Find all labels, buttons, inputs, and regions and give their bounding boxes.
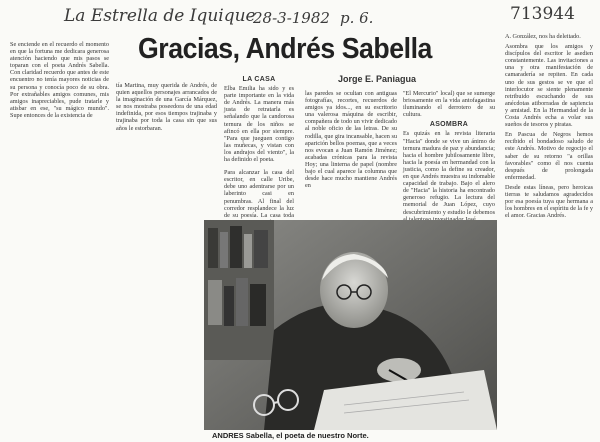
handwritten-source: La Estrella de Iquique: [64, 6, 256, 26]
article-column-4: [305, 90, 397, 192]
paragraph: A. González, nos ha deleitado.: [505, 33, 581, 40]
paragraph: Asombra que los amigos y discípulos del escritor le asedien constantemente. Las invitaciones a una y otra manifestación de camaradería se repiten. En cada uno de sus gestos se ve que el interlocutor se siente plenamente retribuido escuchando de sus anécdotas atiborradas de sapiencia y amistad. En la Hermandad de la Costa Andrés echa a volar sus sueños de tesoros y piratas.: [505, 43, 593, 129]
paragraph: En Pascua de Negros hemos recibido el bondadoso saludo de este Andrés. Motivo de regocijo el saber de su retorno "a orillas favorables" como él nos cuenta después de prolongada enfermedad.: [505, 131, 593, 181]
paragraph: Desde estas líneas, pero heroicas tierras te saludamos agradecidos por esa poesía tuya que hermana a los hombres en el espíritu de la fe y el amor. Gracias Andrés.: [505, 183, 593, 220]
section-heading-asombra: ASOMBRA: [429, 121, 469, 129]
photo-image: [204, 220, 497, 430]
article-author: Jorge E. Paniagua: [338, 74, 417, 84]
handwritten-date: 28-3-1982: [253, 9, 330, 27]
photo-caption: ANDRES Sabella, el poeta de nuestro Norte.: [212, 431, 369, 440]
paragraph: Para alcanzar la casa del escritor, en calle Uribe, debe uno adentrarse por un laberinto casi en penumbras. Al final del corredor resplandece la luz de su poesía. La casa toda: [224, 169, 294, 219]
article-column-2: [116, 82, 217, 135]
handwritten-page: p. 6.: [340, 9, 374, 27]
article-column-6: [505, 33, 593, 222]
paragraph: Elba Emilia ha sido y es parte importante en la vida de Andrés. La manera más justa de retratarla es señalando que la candorosa ternura de los niños se afincó en ella por siempre. "Para que jueguen contigo las muñecas, y vistan con los andrajos del viento", la ha definido el poeta.: [224, 85, 294, 164]
paragraph: tía Martina, muy querida de Andrés, de quien aquellos personajes arrancados de la imaginación de una García Márquez, se nos mostraba poseedora de una edad indefinida, por esos tiempos trajinaba y trajinaba por toda la casa sin que sus años le estorbaran.: [116, 82, 217, 132]
paragraph: Se enciende en el recuerdo el momento en que la fortuna me dedicara generosa atención haciendo que mis pasos se toparan con el poeta Andrés Sabella. Con claridad recuerdo que antes de este encuentro no tenía mayores noticias de su persona y conocía poco de su obra. Por extrañables amigos comunes, mis amigos inapreciables, pude tratarle y atisbar en ese, "su mágico mundo". Supe entonces de la existencia de: [10, 41, 109, 119]
article-column-1: [10, 41, 109, 122]
handwritten-catalog-number: 713944: [510, 4, 575, 24]
article-title: Gracias, Andrés Sabella: [138, 33, 432, 65]
section-heading-la-casa: LA CASA: [242, 76, 276, 83]
article-column-5: [403, 90, 495, 226]
portrait-photo: [204, 220, 497, 430]
paragraph: Es quizás en la revista literaria "Hacia" donde se vive un ánimo de ternura madura de paz y abundancia; hacia el hombre jubilosamente libre, hacia la poesía en hermandad con la justicia, como la define su creador, en que Andrés muestra su indomable capacidad de trabajo. Bajo el alero de "Hacia" la historia ha encontrado generoso refugio. La lectura del memorial de Juan López, cuyo descubrimiento y estudio le debemos: [403, 130, 495, 216]
paragraph: "El Mercurio" local) que se sumerge briosamente en la vida antofagastina iluminando el derrotero de su cultura.: [403, 90, 495, 119]
article-column-3: [224, 74, 294, 236]
paragraph: las paredes se ocultan con antiguas fotografías, recortes, recuerdos de amigos ya idos..., en su escritorio una valerosa máquina de escribir, compañera de todo un vivir dedicado al noble oficio de las letras. De su rodilla, que gira incansable, hacen su aparición bellos poemas, que a veces nos evocan a Juan Ramón Jiménez; acabadas crónicas para la revista Hoy; una linterna de papel (nombre bajo el cual aparece la columna que desde hace mucho mantiene Andrés en: [305, 90, 397, 190]
